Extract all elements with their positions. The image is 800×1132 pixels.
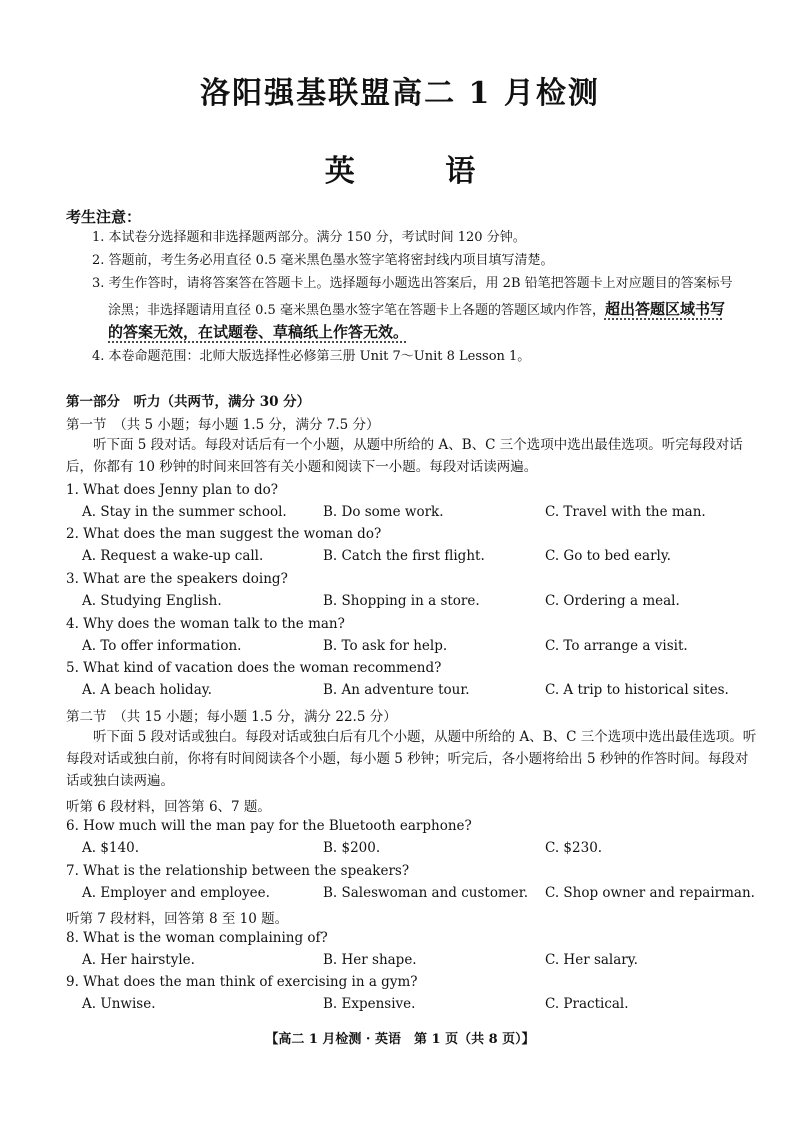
section2-instructions: 听下面 5 段对话或独白。每段对话或独白后有几个小题，从题中所给的 A、B、C 三个选项中选出最佳选项。听每段对话或独白前，你将有时间阅读各个小题，每小题 5 秒钟；听完后，各小题将给出 5 秒钟的作答时间。每段对话或独白读两遍。 (66, 729, 757, 789)
q2-option-a: A. Request a wake-up call. (82, 548, 264, 564)
exam-title: 洛阳强基联盟高二 1 月检测 (200, 76, 600, 111)
part1-heading: 第一部分 听力（共两节，满分 30 分） (66, 394, 311, 410)
q8-option-a: A. Her hairstyle. (82, 952, 195, 968)
question-5: 5. What kind of vacation does the woman recommend? (66, 660, 442, 676)
q6-option-c: C. $230. (545, 840, 603, 856)
q6-option-a: A. $140. (82, 840, 139, 856)
note-item-4: 4. 本卷命题范围：北师大版选择性必修第三册 Unit 7～Unit 8 Lesson 1。 (92, 349, 531, 364)
q9-option-b: B. Expensive. (323, 996, 416, 1012)
section2-heading: 第二节 （共 15 小题；每小题 1.5 分，满分 22.5 分） (66, 709, 397, 725)
question-2: 2. What does the man suggest the woman do? (66, 526, 382, 542)
question-7: 7. What is the relationship between the speakers? (66, 863, 410, 879)
q3-option-b: B. Shopping in a store. (323, 593, 480, 609)
note-item-3-text: 涂黑；非选择题请用直径 0.5 毫米黑色墨水签字笔在答题卡上各题的答题区域内作答， (108, 303, 605, 318)
question-8: 8. What is the woman complaining of? (66, 930, 328, 946)
page-footer: 【高二 1 月检测 · 英语 第 1 页（共 8 页）】 (265, 1032, 535, 1047)
q4-option-c: C. To arrange a visit. (545, 638, 688, 654)
question-4: 4. Why does the woman talk to the man? (66, 616, 345, 632)
question-3: 3. What are the speakers doing? (66, 571, 288, 587)
q8-option-c: C. Her salary. (545, 952, 638, 968)
q1-option-a: A. Stay in the summer school. (82, 504, 287, 520)
q1-option-b: B. Do some work. (323, 504, 444, 520)
material-7-note: 听第 7 段材料，回答第 8 至 10 题。 (66, 911, 289, 927)
q6-option-b: B. $200. (323, 840, 381, 856)
q2-option-c: C. Go to bed early. (545, 548, 671, 564)
q7-option-b: B. Saleswoman and customer. (323, 885, 529, 901)
note-emphasis-2: 的答案无效，在试题卷、草稿纸上作答无效。 (108, 323, 409, 341)
note-item-3: 3. 考生作答时，请将答案答在答题卡上。选择题每小题选出答案后，用 2B 铅笔把答题卡上对应题目的答案标号 (92, 276, 733, 291)
q3-option-a: A. Studying English. (82, 593, 222, 609)
note-item-1: 1. 本试卷分选择题和非选择题两部分。满分 150 分，考试时间 120 分钟。 (92, 230, 526, 245)
q5-option-a: A. A beach holiday. (82, 682, 212, 698)
q7-option-c: C. Shop owner and repairman. (545, 885, 755, 901)
note-item-2: 2. 答题前，考生务必用直径 0.5 毫米黑色墨水签字笔将密封线内项目填写清楚。 (92, 253, 554, 268)
q3-option-c: C. Ordering a meal. (545, 593, 680, 609)
q1-option-c: C. Travel with the man. (545, 504, 706, 520)
question-1: 1. What does Jenny plan to do? (66, 482, 279, 498)
q9-option-a: A. Unwise. (82, 996, 156, 1012)
q9-option-c: C. Practical. (545, 996, 629, 1012)
subject-title: 英 语 (324, 154, 516, 189)
note-emphasis-1: 超出答题区域书写 (604, 300, 725, 318)
material-6-note: 听第 6 段材料，回答第 6、7 题。 (66, 799, 271, 815)
q4-option-a: A. To offer information. (82, 638, 242, 654)
q2-option-b: B. Catch the first flight. (323, 548, 485, 564)
q7-option-a: A. Employer and employee. (82, 885, 270, 901)
q8-option-b: B. Her shape. (323, 952, 417, 968)
notes-heading: 考生注意： (66, 208, 142, 226)
q5-option-b: B. An adventure tour. (323, 682, 470, 698)
q4-option-b: B. To ask for help. (323, 638, 448, 654)
question-6: 6. How much will the man pay for the Bluetooth earphone? (66, 818, 472, 834)
section1-heading: 第一节 （共 5 小题；每小题 1.5 分，满分 7.5 分） (66, 417, 380, 433)
section1-instructions: 听下面 5 段对话。每段对话后有一个小题，从题中所给的 A、B、C 三个选项中选出最佳选项。听完每段对话后，你都有 10 秒钟的时间来回答有关小题和阅读下一小题。每段对话读两遍。 (66, 437, 743, 475)
q5-option-c: C. A trip to historical sites. (545, 682, 729, 698)
question-9: 9. What does the man think of exercising in a gym? (66, 974, 418, 990)
